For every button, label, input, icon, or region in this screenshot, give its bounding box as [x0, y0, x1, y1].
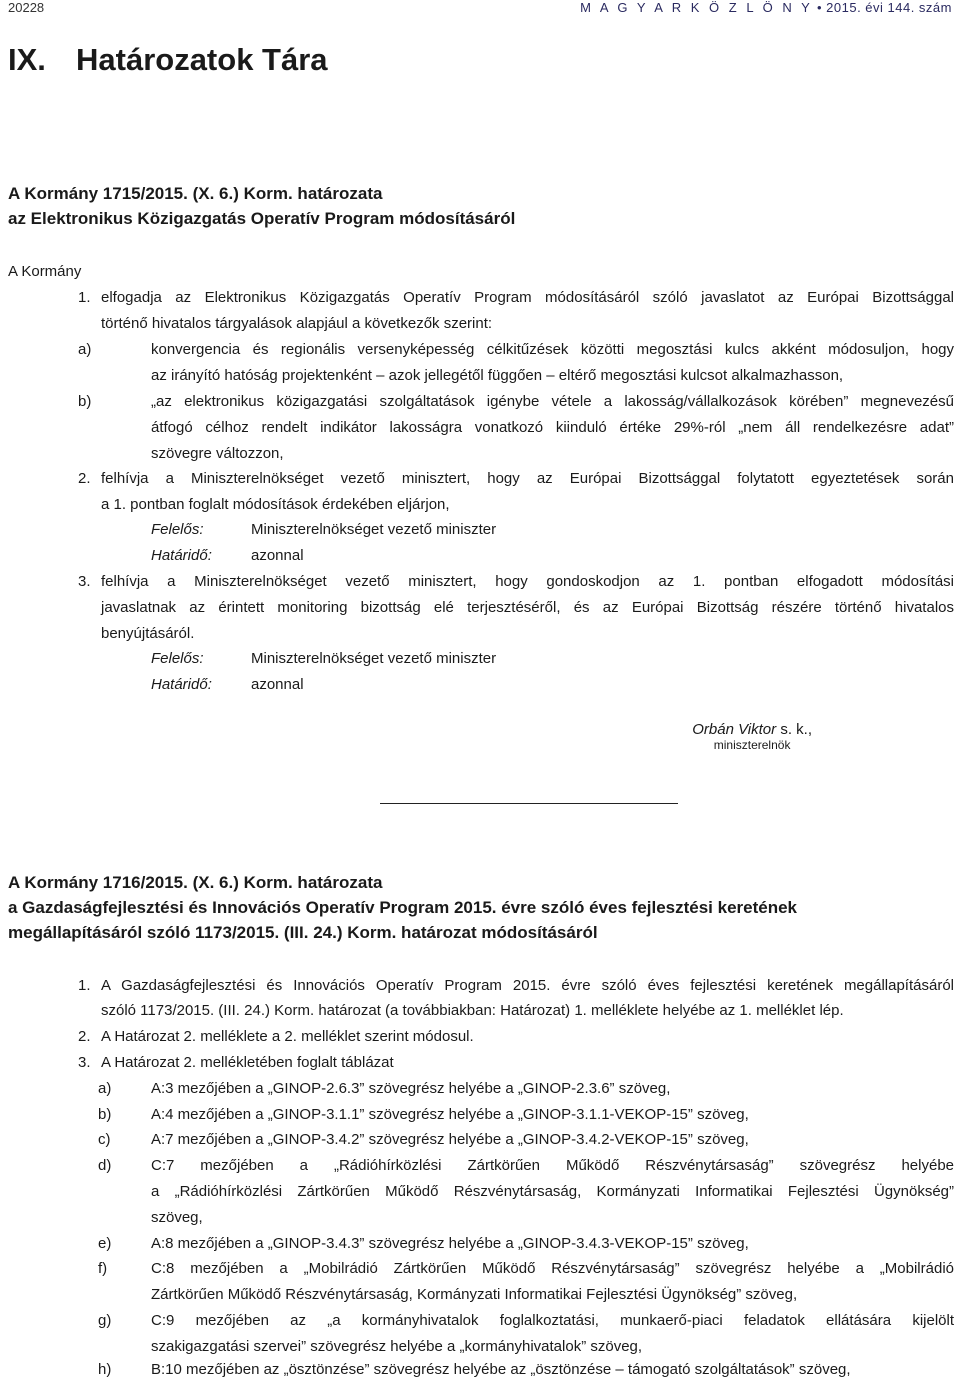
- doc1-item-a-label: a): [78, 341, 92, 358]
- doc1-item-b-line: szövegre változzon,: [151, 445, 284, 462]
- doc2-item-label: b): [98, 1106, 112, 1123]
- doc1-item-a-line: konvergencia és regionális versenyképesség célkitűzések közötti megosztási kulcs akként módosuljon, hogy: [151, 341, 954, 358]
- signer-name: Orbán Viktor: [692, 721, 777, 738]
- signer: [692, 721, 812, 738]
- doc2-item-label: g): [98, 1312, 112, 1329]
- doc2-item-line: szakigazgatási szervei” szövegrész helyébe a „kormányhivatalok” szöveg,: [151, 1338, 643, 1355]
- doc2-item-line: A:8 mezőjében a „GINOP-3.4.3” szövegrész helyébe a „GINOP-3.4.3-VEKOP-15” szöveg,: [151, 1235, 749, 1252]
- deadline-label: Határidő:: [151, 676, 212, 693]
- doc1-point3-line: benyújtásáról.: [101, 625, 195, 642]
- doc1-item-b-line: „az elektronikus közigazgatási szolgáltatások igénybe vétele a lakosság/vállalkozások körében” megnevezésű: [151, 393, 954, 410]
- section-title: Határozatok Tára: [76, 42, 328, 77]
- doc1-title: [8, 181, 515, 231]
- doc2-item-line: A:7 mezőjében a „GINOP-3.4.2” szövegrész helyébe a „GINOP-3.4.2-VEKOP-15” szöveg,: [151, 1131, 749, 1148]
- doc2-item-label: a): [98, 1080, 112, 1097]
- doc2-item-line: Zártkörűen Működő Részvénytársaság, Kormányzati Informatikai Fejlesztési Ügynökség” szöveg,: [151, 1286, 798, 1303]
- deadline-label: Határidő:: [151, 547, 212, 564]
- doc1-item-a-line: az irányító hatóság projektenként – azok jellegétől függően – eltérő megosztási kulcsot alkalmazhasson,: [151, 367, 844, 384]
- doc2-item-label: e): [98, 1235, 112, 1252]
- doc1-point1-line: elfogadja az Elektronikus Közigazgatás Operatív Program módosításáról szóló javaslatot az Európai Bizottsággal: [101, 289, 954, 306]
- doc2-item-label: f): [98, 1260, 108, 1277]
- journal-name: [580, 0, 952, 15]
- doc2-item-label: c): [98, 1131, 111, 1148]
- responsible-value: Miniszterelnökséget vezető miniszter: [251, 650, 497, 667]
- doc2-item-line: C:9 mezőjében az „a kormányhivatalok foglalkoztatási, munkaerő-piaci feladatok ellátására kijelölt: [151, 1312, 954, 1329]
- responsible-label: Felelős:: [151, 650, 204, 667]
- doc1-point3-line: javaslatnak az érintett monitoring bizottság elé terjesztéséről, és az Európai Bizottság részére történő hivatalos: [101, 599, 954, 616]
- doc2-point3-number: 3.: [78, 1054, 91, 1071]
- doc2-item-line: A:4 mezőjében a „GINOP-3.1.1” szövegrész helyébe a „GINOP-3.1.1-VEKOP-15” szöveg,: [151, 1106, 749, 1123]
- doc1-title-line: A Kormány 1715/2015. (X. 6.) Korm. határozata: [8, 184, 383, 203]
- signer-suffix: s. k.,: [776, 721, 812, 738]
- journal-title: M A G Y A R K Ö Z L Ö N Y: [580, 0, 813, 15]
- doc2-point1-line: szóló 1173/2015. (III. 24.) Korm. határozat (a továbbiakban: Határozat) 1. melléklete helyébe az 1. melléklet lép.: [101, 1002, 844, 1019]
- doc2-item-line: B:10 mezőjében az „ösztönzése” szövegrész helyébe az „ösztönzése – támogató szolgáltatások” szöveg,: [151, 1361, 851, 1378]
- doc2-point3-line: A Határozat 2. mellékletében foglalt táblázat: [101, 1054, 394, 1071]
- page-header: [8, 0, 952, 20]
- signature-block: [692, 721, 812, 752]
- doc1-point3-line: felhívja a Miniszterelnökséget vezető minisztert, hogy gondoskodjon az 1. pontban elfogadott módosítási: [101, 573, 954, 590]
- doc1-title-line: az Elektronikus Közigazgatás Operatív Program módosításáról: [8, 209, 516, 228]
- doc1-point1-line: történő hivatalos tárgyalások alapjául a következők szerint:: [101, 315, 493, 332]
- doc1-point2-line: a 1. pontban foglalt módosítások érdekében eljárjon,: [101, 496, 450, 513]
- doc2-item-line: szöveg,: [151, 1209, 203, 1226]
- doc2-title-line: megállapításáról szóló 1173/2015. (III. 24.) Korm. határozat módosításáról: [8, 923, 598, 942]
- doc2-point1-number: 1.: [78, 977, 91, 994]
- doc2-item-line: C:8 mezőjében a „Mobilrádió Zártkörűen Működő Részvénytársaság” szövegrész helyébe a „Mobilrádió: [151, 1260, 954, 1277]
- doc1-point3-number: 3.: [78, 573, 91, 590]
- doc2-title-line: a Gazdaságfejlesztési és Innovációs Operatív Program 2015. évre szóló éves fejlesztési keretének: [8, 898, 798, 917]
- doc1-intro: A Kormány: [8, 263, 82, 280]
- doc2-title: [8, 870, 797, 945]
- signer-role: miniszterelnök: [713, 738, 791, 752]
- separator-line: [380, 803, 678, 804]
- doc2-item-label: d): [98, 1157, 112, 1174]
- section-number: IX.: [8, 42, 46, 77]
- doc2-title-line: A Kormány 1716/2015. (X. 6.) Korm. határozata: [8, 873, 383, 892]
- deadline-value: azonnal: [251, 676, 304, 693]
- doc2-point1-line: A Gazdaságfejlesztési és Innovációs Operatív Program 2015. évre szóló éves fejlesztési keretének megállapításáról: [101, 977, 954, 994]
- doc1-item-b-line: átfogó célhoz rendelt indikátor lakosságra vonatkozó kiinduló értéke 29%-ról „nem áll rendelkezésre adat”: [151, 419, 954, 436]
- doc2-item-line: a „Rádióhírközlési Zártkörűen Működő Részvénytársaság, Kormányzati Informatikai Fejlesztési Ügynökség”: [151, 1183, 954, 1200]
- deadline-value: azonnal: [251, 547, 304, 564]
- doc2-item-line: A:3 mezőjében a „GINOP-2.6.3” szövegrész helyébe a „GINOP-2.3.6” szöveg,: [151, 1080, 671, 1097]
- issue-number: • 2015. évi 144. szám: [816, 0, 952, 15]
- doc1-item-b-label: b): [78, 393, 92, 410]
- responsible-value: Miniszterelnökséget vezető miniszter: [251, 521, 497, 538]
- doc2-item-line: C:7 mezőjében a „Rádióhírközlési Zártkörűen Működő Részvénytársaság” szövegrész helyébe: [151, 1157, 954, 1174]
- doc1-point1-number: 1.: [78, 289, 91, 306]
- doc1-point2-line: felhívja a Miniszterelnökséget vezető minisztert, hogy az Európai Bizottsággal folytatott egyeztetések során: [101, 470, 954, 487]
- doc2-point2-number: 2.: [78, 1028, 91, 1045]
- doc2-point2-line: A Határozat 2. melléklete a 2. melléklet szerint módosul.: [101, 1028, 474, 1045]
- section-heading: [8, 42, 328, 78]
- responsible-label: Felelős:: [151, 521, 204, 538]
- doc1-point2-number: 2.: [78, 470, 91, 487]
- doc2-item-label: h): [98, 1361, 112, 1378]
- page-number: 20228: [8, 0, 45, 15]
